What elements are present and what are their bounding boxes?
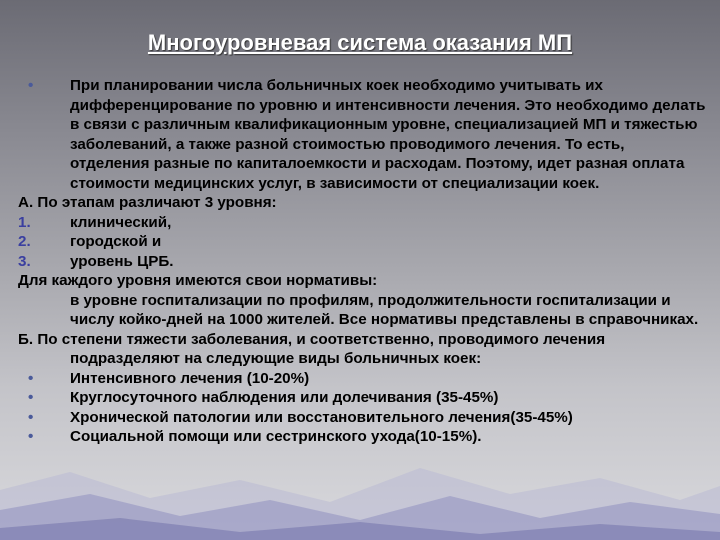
level-number: 2. [18, 233, 31, 250]
bed-type-item [18, 388, 708, 408]
bullet-icon: • [28, 389, 34, 406]
bullet-icon: • [28, 77, 34, 94]
bed-type-item [18, 369, 708, 389]
bed-type-text: Интенсивного лечения (10-20%) [70, 369, 310, 387]
bed-type-text: Хронической патологии или восстановительного лечения(35-45%) [70, 408, 573, 426]
intro-text: При планировании числа больничных коек необходимо учитывать их дифференцирование по уровню и интенсивности лечения. Это необходимо делать в связи с различным квалификационным уровне, специализацией МП и тяжестью заболеваний, а также разной стоимостью проводимого лечения. То есть, отделения разные по капиталоемкости и расходам. Поэтому, идет разная оплата стоимости медицинских услуг, в зависимости от специализации коек. [70, 77, 706, 192]
norms-heading: Для каждого уровня имеются свои нормативы: [18, 272, 378, 289]
bed-type-item [18, 408, 708, 428]
level-item [18, 252, 708, 272]
level-number: 1. [18, 213, 31, 231]
slide-title: Многоуровневая система оказания МП [147, 30, 573, 55]
level-item [18, 232, 708, 252]
section-b-text: Б. По степени тяжести заболевания, и соответственно, проводимого лечения подразделяют на следующие виды больничных коек: [18, 330, 606, 367]
bed-type-text: Социальной помощи или сестринского ухода(10-15%). [70, 428, 482, 445]
bullet-icon: • [28, 408, 34, 426]
level-number: 3. [18, 252, 31, 270]
section-a-heading: А. По этапам различают 3 уровня: [18, 194, 277, 211]
section-b-heading [18, 330, 708, 369]
bed-type-item [18, 427, 708, 447]
intro-paragraph [18, 76, 708, 193]
bullet-icon: • [28, 369, 34, 387]
level-text: уровень ЦРБ. [70, 252, 174, 270]
level-text: клинический, [70, 213, 172, 231]
bed-type-text: Круглосуточного наблюдения или долечивания (35-45%) [70, 389, 499, 406]
level-item [18, 213, 708, 233]
bullet-icon: • [28, 428, 34, 445]
norms-text: в уровне госпитализации по профилям, продолжительности госпитализации и числу койко-дней на 1000 жителей. Все нормативы представлены в справочниках. [70, 291, 699, 328]
slide-body [18, 76, 708, 447]
level-text: городской и [70, 233, 162, 250]
